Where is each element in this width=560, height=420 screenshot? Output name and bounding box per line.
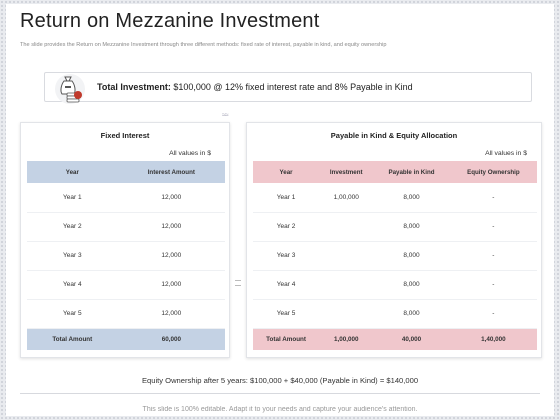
- table-cell: -: [450, 299, 537, 328]
- divider: [20, 393, 540, 394]
- table-cell: 8,000: [373, 241, 449, 270]
- table-cell: 12,000: [118, 241, 225, 270]
- column-header: Equity Ownership: [450, 161, 537, 183]
- table-cell: 1,00,000: [319, 328, 373, 350]
- footer-note: This slide is 100% editable. Adapt it to your needs and capture your audience's attention.: [142, 406, 418, 413]
- table-cell: Year 5: [253, 299, 319, 328]
- total-investment-box: [44, 72, 532, 102]
- table-cell: 12,000: [118, 270, 225, 299]
- column-header: Year: [27, 161, 118, 183]
- table-cell: 8,000: [373, 183, 449, 212]
- money-bag-coins-icon: [53, 67, 87, 105]
- table-cell: -: [450, 241, 537, 270]
- panel-connector: [235, 280, 241, 286]
- equity-ownership-note: Equity Ownership after 5 years: $100,000 + $40,000 (Payable in Kind) = $140,000: [141, 376, 419, 385]
- table-row: [253, 270, 537, 299]
- total-investment-label: Total Investment:: [97, 82, 171, 92]
- table-cell: Year 1: [253, 183, 319, 212]
- table-cell: 1,40,000: [450, 328, 537, 350]
- pik-equity-title: Payable in Kind & Equity Allocation: [330, 131, 458, 140]
- pik-equity-values-note: All values in $: [485, 150, 527, 157]
- table-cell: Total Amount: [253, 328, 319, 350]
- table-cell: [319, 299, 373, 328]
- table-row: [27, 212, 225, 241]
- table-cell: 8,000: [373, 270, 449, 299]
- table-cell: Year 4: [253, 270, 319, 299]
- table-cell: 12,000: [118, 183, 225, 212]
- table-cell: -: [450, 212, 537, 241]
- table-cell: Year 2: [27, 212, 118, 241]
- table-cell: [319, 270, 373, 299]
- table-cell: Year 5: [27, 299, 118, 328]
- table-cell: 60,000: [118, 328, 225, 350]
- table-row: [253, 183, 537, 212]
- column-header: Payable in Kind: [373, 161, 449, 183]
- table-cell: 8,000: [373, 212, 449, 241]
- table-row: [27, 270, 225, 299]
- table-row: [253, 299, 537, 328]
- table-row: [27, 183, 225, 212]
- table-cell: -: [450, 183, 537, 212]
- table-cell: Year 1: [27, 183, 118, 212]
- column-header: Interest Amount: [118, 161, 225, 183]
- table-row: [253, 241, 537, 270]
- page-title: Return on Mezzanine Investment: [20, 10, 320, 32]
- table-total-row: [253, 328, 537, 350]
- table-cell: Total Amount: [27, 328, 118, 350]
- table-cell: 8,000: [373, 299, 449, 328]
- table-cell: Year 3: [27, 241, 118, 270]
- table-cell: 1,00,000: [319, 183, 373, 212]
- table-cell: Year 2: [253, 212, 319, 241]
- table-cell: 12,000: [118, 212, 225, 241]
- pik-equity-panel: [246, 122, 542, 358]
- table-header-row: [253, 161, 537, 183]
- table-header-row: [27, 161, 225, 183]
- page-subtitle: The slide provides the Return on Mezzanine Investment through three different methods: fixed rate of interest, payable in kind, and equity ownership: [20, 42, 387, 48]
- table-cell: -: [450, 270, 537, 299]
- table-cell: Year 3: [253, 241, 319, 270]
- slide: [6, 4, 554, 416]
- pik-equity-table: [253, 161, 537, 350]
- table-row: [253, 212, 537, 241]
- fixed-interest-table: [27, 161, 225, 350]
- total-investment-text: [97, 82, 413, 92]
- table-cell: 12,000: [118, 299, 225, 328]
- table-cell: [319, 212, 373, 241]
- fixed-interest-values-note: All values in $: [169, 150, 211, 157]
- table-cell: Year 4: [27, 270, 118, 299]
- table-row: [27, 299, 225, 328]
- table-cell: 40,000: [373, 328, 449, 350]
- table-total-row: [27, 328, 225, 350]
- fixed-interest-panel: [20, 122, 230, 358]
- total-investment-value: $100,000 @ 12% fixed interest rate and 8% Payable in Kind: [173, 82, 413, 92]
- fixed-interest-title: Fixed Interest: [100, 131, 150, 140]
- table-row: [27, 241, 225, 270]
- decorative-wave: ≈≈: [222, 112, 228, 119]
- table-cell: [319, 241, 373, 270]
- column-header: Year: [253, 161, 319, 183]
- column-header: Investment: [319, 161, 373, 183]
